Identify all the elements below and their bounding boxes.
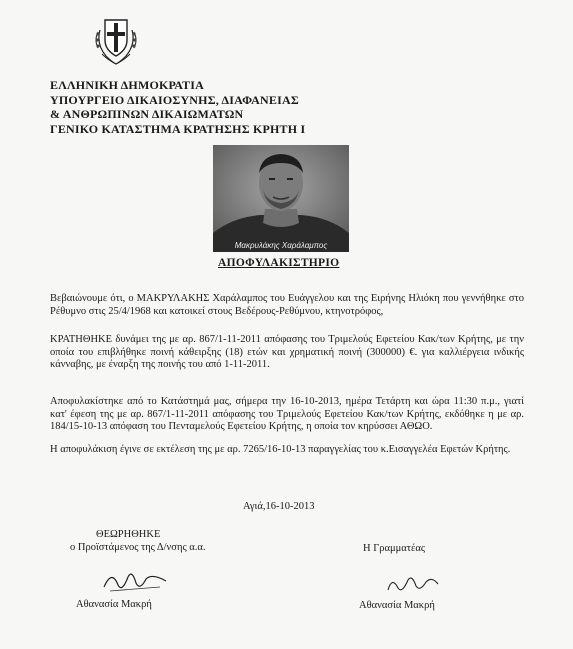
director-signature	[100, 565, 170, 595]
paragraph-identity: Βεβαιώνουμε ότι, ο ΜΑΚΡΥΛΑΚΗΣ Χαράλαμπος του Ευάγγελου και της Ειρήνης Ηλιόκη που γεννήθηκε στο Ρέθυμνο στις 25/4/1968 και κατοικεί στους Βεδέρους-Ρεθύμνου, κτηνοτρόφος,	[50, 293, 524, 317]
paragraph-detention: ΚΡΑΤΗΘΗΚΕ δυνάμει της με αρ. 867/1-11-2011 απόφασης του Τριμελούς Εφετείου Κακ/των Κρήτης, με την οποία του επιβλήθηκε ποινή κάθειρξης (18) ετών και χρηματική ποινή (300000) €. για καλλιέργεια ινδικής κάνναβης, με έναρξη της ποινής του από 1-11-2011.	[50, 334, 524, 370]
secretary-name: Αθανασία Μακρή	[359, 600, 435, 611]
greek-coat-of-arms-icon	[92, 10, 140, 66]
seen-label: ΘΕΩΡΗΘΗΚΕ	[96, 529, 161, 540]
header-line-1: ΕΛΛΗΝΙΚΗ ΔΗΜΟΚΡΑΤΙΑ	[50, 78, 204, 92]
director-role: ο Προϊστάμενος της Δ/νσης α.α.	[70, 542, 206, 553]
header-line-3: & ΑΝΘΡΩΠΙΝΩΝ ΔΙΚΑΙΩΜΑΤΩΝ	[50, 107, 244, 121]
paragraph-release: Αποφυλακίστηκε από το Κατάστημά μας, σήμερα την 16-10-2013, ημέρα Τετάρτη και ώρα 11:30 π.μ., γιατί κατ' έφεση της με αρ. 867/1-11-2011 απόφασης του Τριμελούς Εφετείου Κακ/των Κρήτης, εκδόθηκε η με αρ. 184/15-10-13 απόφαση του Πενταμελούς Εφετείου Κρήτης, η οποία τον κηρύσσει ΑΘΩΟ.	[50, 396, 524, 432]
inmate-photo	[213, 145, 349, 252]
place-date: Αγιά,16-10-2013	[243, 501, 315, 512]
header-line-4: ΓΕΝΙΚΟ ΚΑΤΑΣΤΗΜΑ ΚΡΑΤΗΣΗΣ ΚΡΗΤΗ Ι	[50, 121, 306, 136]
paragraph-order: Η αποφυλάκιση έγινε σε εκτέλεση της με αρ. 7265/16-10-13 παραγγελίας του κ.Εισαγγελέα Εφετών Κρήτης.	[50, 444, 511, 455]
secretary-signature	[382, 570, 442, 598]
header-line-2: ΥΠΟΥΡΓΕΙΟ ΔΙΚΑΙΟΣΥΝΗΣ, ΔΙΑΦΑΝΕΙΑΣ	[50, 92, 299, 107]
document-title: ΑΠΟΦΥΛΑΚΙΣΤΗΡΙΟ	[218, 257, 340, 269]
issuing-authority-header	[50, 78, 305, 136]
photo-caption: Μακρυλάκης Χαράλαμπος	[234, 241, 328, 250]
director-name: Αθανασία Μακρή	[76, 599, 152, 610]
secretary-label: Η Γραμματέας	[363, 543, 426, 554]
